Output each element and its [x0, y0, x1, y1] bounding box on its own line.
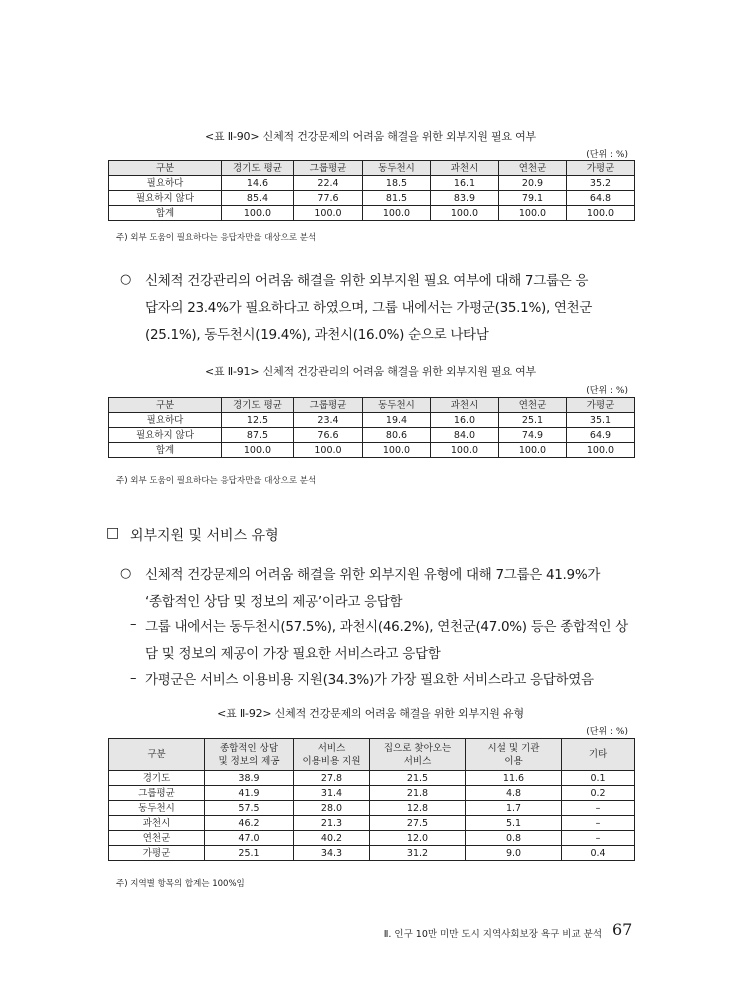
header-cell: 동두천시 — [363, 161, 431, 176]
table-note: 주) 외부 도움이 필요하다는 응답자만을 대상으로 분석 — [116, 476, 317, 486]
paragraph-line: 신체적 건강문제의 어려움 해결을 위한 외부지원 유형에 대해 7그룹은 41.9%가 — [145, 567, 601, 583]
header-cell: 연천군 — [499, 398, 567, 413]
table-unit: (단위 : %) — [586, 386, 628, 396]
header-cell: 과천시 — [431, 398, 499, 413]
row-label: 동두천시 — [109, 801, 205, 816]
table-cell: 18.5 — [363, 176, 431, 191]
table-row — [109, 176, 635, 191]
table-cell: 100.0 — [567, 443, 635, 458]
table-cell: 11.6 — [466, 771, 562, 786]
header-cell: 구분 — [109, 739, 205, 771]
table-note: 주) 지역별 항목의 합계는 100%임 — [116, 879, 245, 889]
table-row — [109, 786, 635, 801]
table-cell: 4.8 — [466, 786, 562, 801]
row-label: 그룹평균 — [109, 786, 205, 801]
dash-bullet-icon: – — [130, 671, 137, 686]
table-row — [109, 771, 635, 786]
circle-bullet-icon: ○ — [120, 272, 132, 287]
paragraph-line: 그룹 내에서는 동두천시(57.5%), 과천시(46.2%), 연천군(47.0%) 등은 종합적인 상 — [145, 619, 628, 635]
table-cell: 1.7 — [466, 801, 562, 816]
table-row — [109, 846, 635, 861]
table-cell: 22.4 — [294, 176, 363, 191]
paragraph-line: (25.1%), 동두천시(19.4%), 과천시(16.0%) 순으로 나타남 — [145, 327, 489, 343]
table-cell: 80.6 — [363, 428, 431, 443]
paragraph-line: 신체적 건강관리의 어려움 해결을 위한 외부지원 필요 여부에 대해 7그룹은 응 — [145, 273, 589, 289]
table-cell: 21.5 — [370, 771, 466, 786]
table-caption: <표 Ⅱ-92> 신체적 건강문제의 어려움 해결을 위한 외부지원 유형 — [217, 707, 524, 720]
table-cell: 100.0 — [499, 443, 567, 458]
row-label: 합계 — [109, 443, 222, 458]
table-cell: 5.1 — [466, 816, 562, 831]
table-cell: 77.6 — [294, 191, 363, 206]
table-cell: 0.4 — [562, 846, 635, 861]
table-cell: 100.0 — [567, 206, 635, 221]
table-cell: 100.0 — [499, 206, 567, 221]
paragraph-line: ‘종합적인 상담 및 정보의 제공’이라고 응답함 — [145, 594, 403, 610]
table-cell: 85.4 — [222, 191, 294, 206]
data-table — [108, 397, 635, 458]
table-cell: 35.1 — [567, 413, 635, 428]
table-cell: 21.8 — [370, 786, 466, 801]
table-cell: 21.3 — [294, 816, 370, 831]
section-bullet-icon: □ — [106, 525, 120, 541]
table-cell: 25.1 — [205, 846, 294, 861]
header-cell: 집으로 찾아오는 서비스 — [370, 739, 466, 771]
table-unit: (단위 : %) — [586, 150, 628, 160]
table-cell: 41.9 — [205, 786, 294, 801]
paragraph-line: 가평군은 서비스 이용비용 지원(34.3%)가 가장 필요한 서비스라고 응답하였음 — [145, 672, 594, 688]
table-row — [109, 816, 635, 831]
paragraph — [145, 562, 645, 616]
running-title: Ⅱ. 인구 10만 미만 도시 지역사회보장 욕구 비교 분석 — [383, 929, 602, 940]
table-cell: 100.0 — [431, 443, 499, 458]
table-cell: 27.8 — [294, 771, 370, 786]
table-cell: 28.0 — [294, 801, 370, 816]
table-cell: 100.0 — [294, 206, 363, 221]
table-cell: 100.0 — [363, 443, 431, 458]
table-cell: 23.4 — [294, 413, 363, 428]
table-row — [109, 191, 635, 206]
table-cell: 0.8 — [466, 831, 562, 846]
table-cell: 83.9 — [431, 191, 499, 206]
table-header-row — [109, 398, 635, 413]
paragraph — [145, 268, 645, 349]
sub-paragraph — [145, 667, 645, 694]
table-caption: <표 Ⅱ-90> 신체적 건강문제의 어려움 해결을 위한 외부지원 필요 여부 — [205, 130, 536, 143]
table-cell: 46.2 — [205, 816, 294, 831]
row-label: 필요하지 않다 — [109, 428, 222, 443]
table-cell: 64.9 — [567, 428, 635, 443]
table-cell: 25.1 — [499, 413, 567, 428]
row-label: 합계 — [109, 206, 222, 221]
table-header-row — [109, 739, 635, 771]
table-cell: 84.0 — [431, 428, 499, 443]
row-label: 필요하다 — [109, 413, 222, 428]
header-cell: 종합적인 상담 및 정보의 제공 — [205, 739, 294, 771]
table-cell: 87.5 — [222, 428, 294, 443]
table-row — [109, 443, 635, 458]
sub-paragraph — [145, 614, 645, 668]
row-label: 필요하지 않다 — [109, 191, 222, 206]
header-cell: 기타 — [562, 739, 635, 771]
table-cell: 38.9 — [205, 771, 294, 786]
paragraph-line: 답자의 23.4%가 필요하다고 하였으며, 그룹 내에서는 가평군(35.1%), 연천군 — [145, 300, 593, 316]
table-cell: 31.2 — [370, 846, 466, 861]
table-cell: 27.5 — [370, 816, 466, 831]
row-label: 경기도 — [109, 771, 205, 786]
row-label: 필요하다 — [109, 176, 222, 191]
row-label: 가평군 — [109, 846, 205, 861]
table-cell: 0.1 — [562, 771, 635, 786]
table-cell: 100.0 — [363, 206, 431, 221]
table-cell: 74.9 — [499, 428, 567, 443]
table-cell: 9.0 — [466, 846, 562, 861]
table-cell: 100.0 — [431, 206, 499, 221]
header-cell: 구분 — [109, 398, 222, 413]
table-cell: 79.1 — [499, 191, 567, 206]
table-cell: 47.0 — [205, 831, 294, 846]
table-cell: 100.0 — [222, 443, 294, 458]
header-cell: 가평군 — [567, 398, 635, 413]
table-header-row — [109, 161, 635, 176]
header-cell: 그룹평균 — [294, 398, 363, 413]
table-cell: 0.2 — [562, 786, 635, 801]
header-cell: 구분 — [109, 161, 222, 176]
table-cell: 12.5 — [222, 413, 294, 428]
paragraph-line: 담 및 정보의 제공이 가장 필요한 서비스라고 응답함 — [145, 646, 441, 662]
table-cell: 14.6 — [222, 176, 294, 191]
table-note: 주) 외부 도움이 필요하다는 응답자만을 대상으로 분석 — [116, 233, 317, 243]
table-cell: 16.0 — [431, 413, 499, 428]
header-cell: 동두천시 — [363, 398, 431, 413]
table-cell: 57.5 — [205, 801, 294, 816]
table-cell: 35.2 — [567, 176, 635, 191]
table-cell: 100.0 — [294, 443, 363, 458]
table-row — [109, 801, 635, 816]
header-cell: 서비스 이용비용 지원 — [294, 739, 370, 771]
table-cell: 20.9 — [499, 176, 567, 191]
table-row — [109, 206, 635, 221]
header-cell: 경기도 평균 — [222, 398, 294, 413]
table-row — [109, 831, 635, 846]
table-cell: 76.6 — [294, 428, 363, 443]
table-row — [109, 413, 635, 428]
table-unit: (단위 : %) — [586, 727, 628, 737]
header-cell: 가평군 — [567, 161, 635, 176]
header-cell: 그룹평균 — [294, 161, 363, 176]
table-cell: 12.0 — [370, 831, 466, 846]
dash-bullet-icon: – — [130, 617, 137, 632]
table-cell: 81.5 — [363, 191, 431, 206]
page-number: 67 — [612, 920, 633, 939]
table-row — [109, 428, 635, 443]
row-label: 과천시 — [109, 816, 205, 831]
table-caption: <표 Ⅱ-91> 신체적 건강관리의 어려움 해결을 위한 외부지원 필요 여부 — [205, 365, 536, 378]
table-cell: 40.2 — [294, 831, 370, 846]
circle-bullet-icon: ○ — [120, 566, 132, 581]
table-cell: 16.1 — [431, 176, 499, 191]
header-cell: 과천시 — [431, 161, 499, 176]
table-cell: – — [562, 801, 635, 816]
table-cell: 64.8 — [567, 191, 635, 206]
header-cell: 시설 및 기관 이용 — [466, 739, 562, 771]
data-table — [108, 738, 635, 861]
table-cell: 12.8 — [370, 801, 466, 816]
table-cell: 100.0 — [222, 206, 294, 221]
table-cell: 31.4 — [294, 786, 370, 801]
section-title: 외부지원 및 서비스 유형 — [130, 528, 279, 544]
header-cell: 경기도 평균 — [222, 161, 294, 176]
row-label: 연천군 — [109, 831, 205, 846]
table-cell: – — [562, 831, 635, 846]
header-cell: 연천군 — [499, 161, 567, 176]
table-cell: 34.3 — [294, 846, 370, 861]
table-cell: – — [562, 816, 635, 831]
data-table — [108, 160, 635, 221]
table-cell: 19.4 — [363, 413, 431, 428]
